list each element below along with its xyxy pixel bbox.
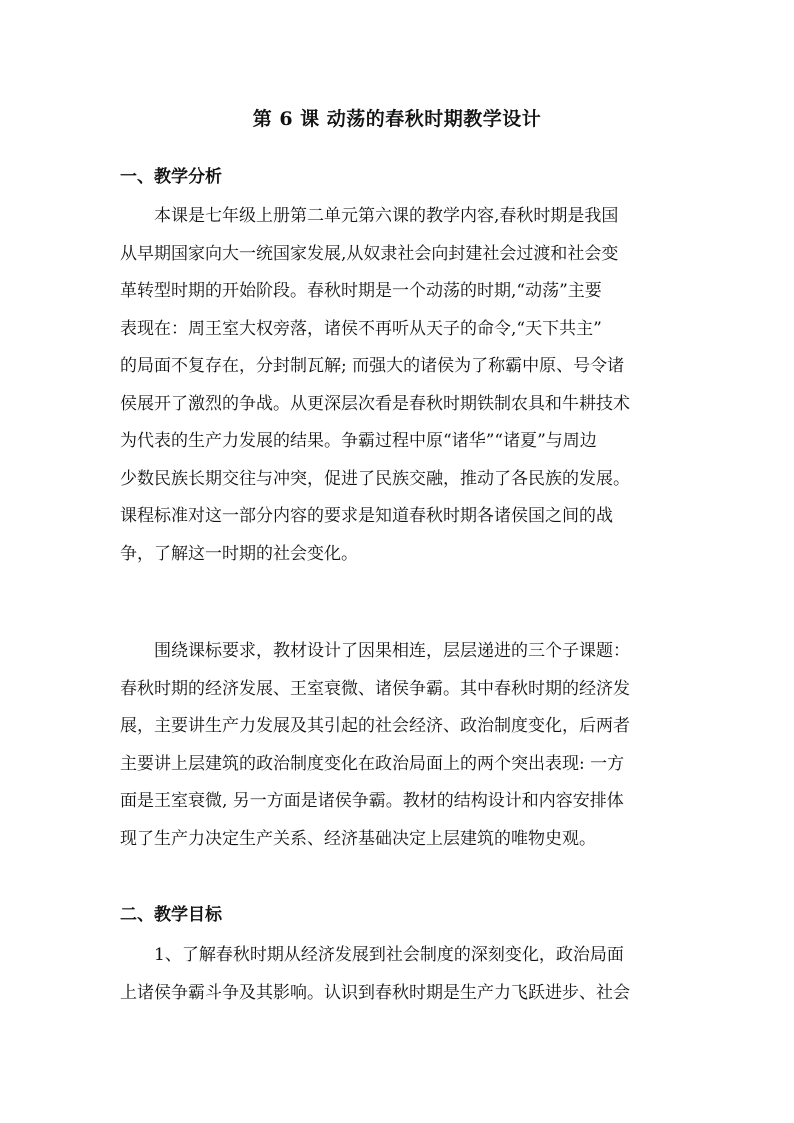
text-line: 革转型时期的开始阶段。春秋时期是一个动荡的时期,“动荡”主要 [120,281,602,301]
section-heading-teaching-goals: 二、教学目标 [120,905,222,925]
text-line: 的局面不复存在，分封制瓦解; 而强大的诸侯为了称霸中原、号令诸 [120,356,625,376]
text-line: 展，主要讲生产力发展及其引起的社会经济、政治制度变化，后两者 [120,716,630,736]
text-line: 本课是七年级上册第二单元第六课的教学内容,春秋时期是我国 [154,206,619,226]
paragraph-teaching-analysis-2 [120,633,680,858]
text-line: 1、了解春秋时期从经济发展到社会制度的深刻变化，政治局面 [154,945,624,965]
section-heading-teaching-analysis: 一、教学分析 [120,167,222,187]
text-line: 春秋时期的经济发展、王室衰微、诸侯争霸。其中春秋时期的经济发 [120,678,630,699]
text-line: 面是王室衰微, 另一方面是诸侯争霸。教材的结构设计和内容安排体 [120,791,624,811]
text-line: 主要讲上层建筑的政治制度变化在政治局面上的两个突出表现: 一方 [120,753,625,774]
text-line: 围绕课标要求，教材设计了因果相连，层层递进的三个子课题： [154,641,630,661]
text-line: 争，了解这一时期的社会变化。 [120,543,358,564]
text-line: 现了生产力决定生产关系、经济基础决定上层建筑的唯物史观。 [120,828,596,849]
text-line: 上诸侯争霸斗争及其影响。认识到春秋时期是生产力飞跃进步、社会 [120,982,630,1003]
text-line: 从早期国家向大一统国家发展,从奴隶社会向封建社会过渡和社会变 [120,243,619,264]
text-line: 表现在：周王室大权旁落，诸侯不再听从天子的命令,“天下共主” [120,318,602,339]
document-title: 第 6 课 动荡的春秋时期教学设计 [252,108,542,130]
paragraph-teaching-analysis-1 [120,198,680,573]
paragraph-teaching-goals-1 [120,937,680,1012]
text-line: 为代表的生产力发展的结果。争霸过程中原“诸华”“诸夏”与周边 [120,431,597,451]
text-line: 侯展开了激烈的争战。从更深层次看是春秋时期铁制农具和牛耕技术 [120,393,630,414]
text-line: 少数民族长期交往与冲突，促进了民族交融，推动了各民族的发展。 [120,468,630,489]
text-line: 课程标准对这一部分内容的要求是知道春秋时期各诸侯国之间的战 [120,506,613,526]
